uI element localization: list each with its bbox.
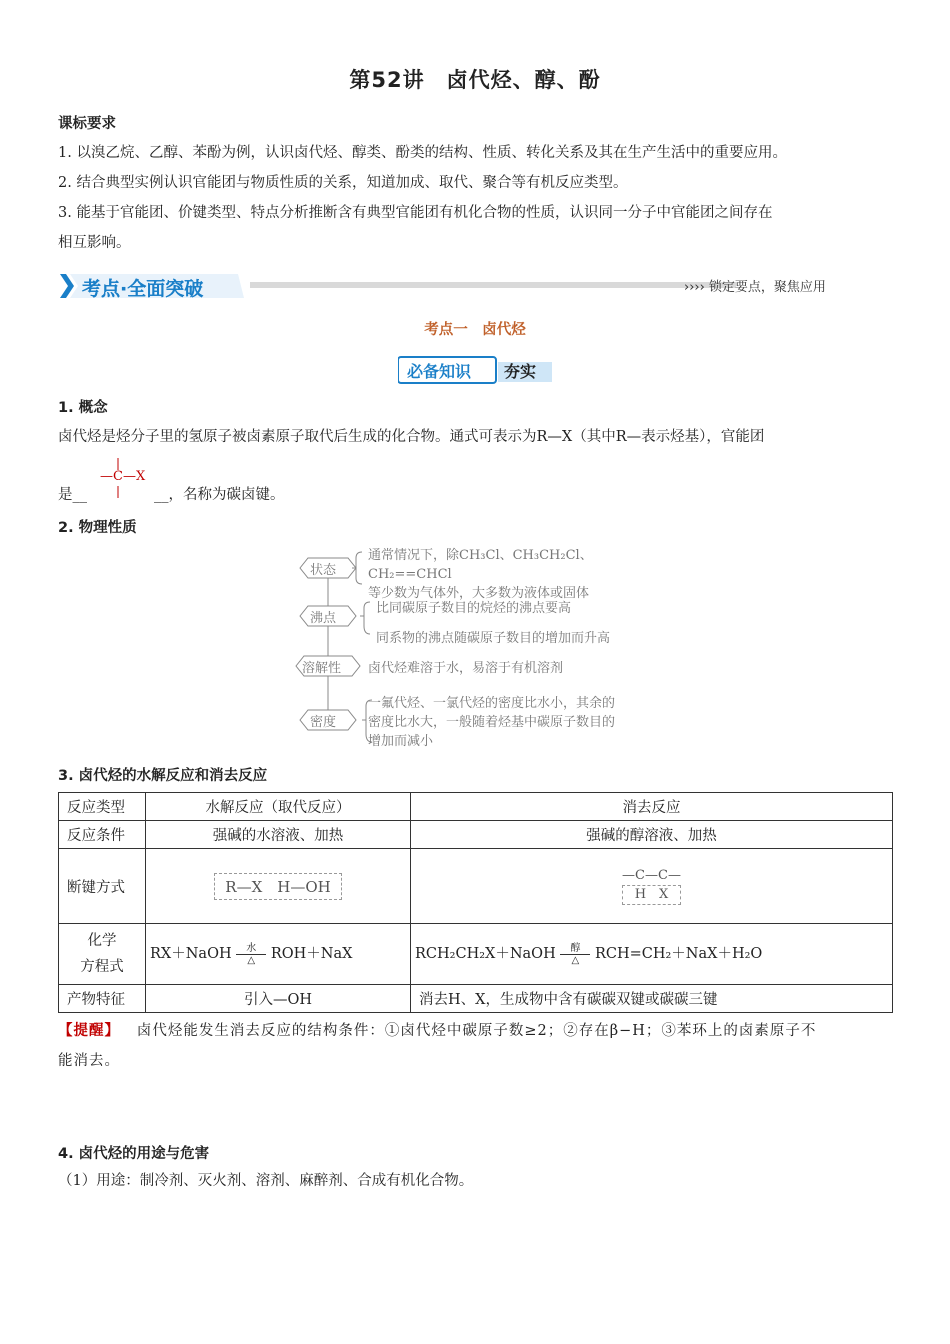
concept-line2-post: __，名称为碳卤键。 xyxy=(154,487,285,503)
table-cell: 反应类型 xyxy=(59,793,146,821)
eq-label: 方程式 xyxy=(80,959,124,975)
arrow-condition: 水 xyxy=(246,942,257,954)
elim-hx-box: H X xyxy=(622,885,681,905)
eq-part: RX＋NaOH xyxy=(150,946,232,963)
physical-label: 状态 xyxy=(310,563,337,578)
reactions-heading: 3. 卤代烃的水解反应和消去反应 xyxy=(58,768,268,784)
carbon-halogen-bond-formula xyxy=(96,456,156,500)
eq-part: RCH₂CH₂X＋NaOH xyxy=(415,946,556,963)
page-title: 第52讲 卤代烃、醇、酚 xyxy=(349,68,601,92)
bond-elimination-cell xyxy=(411,849,893,924)
arrow-condition: 醇 xyxy=(570,942,581,954)
knowledge-badge-a: 必备知识 xyxy=(407,362,472,381)
uses-item: （1）用途：制冷剂、灭火剂、溶剂、麻醉剂、合成有机化合物。 xyxy=(58,1173,474,1189)
knowledge-badge-b: 夯实 xyxy=(504,362,537,381)
table-row xyxy=(59,849,893,924)
physical-label: 沸点 xyxy=(310,611,337,626)
physical-desc-line: 通常情况下，除CH₃Cl、CH₃CH₂Cl、CH₂==CHCl xyxy=(368,548,593,582)
physical-desc-line: 比同碳原子数目的烷烃的沸点要高 xyxy=(376,601,572,616)
table-row xyxy=(59,985,893,1013)
eq-part: ROH＋NaX xyxy=(270,946,353,963)
bond-hydrolysis-diagram: R—X H—OH xyxy=(214,873,341,900)
arrow-heat: △ xyxy=(571,954,580,966)
banner-subtitle: ›››› 锁定要点，聚焦应用 xyxy=(684,280,826,295)
knowledge-badge xyxy=(398,356,554,384)
bond-elimination-diagram xyxy=(622,867,681,905)
concept-line1: 卤代烃是烃分子里的氢原子被卤素原子取代后生成的化合物。通式可表示为R—X（其中R—表示烃基），官能团 xyxy=(58,429,765,445)
physical-label: 溶解性 xyxy=(302,661,342,676)
standards-item: 2. 结合典型实例认识官能团与物质性质的关系，知道加成、取代、聚合等有机反应类型。 xyxy=(58,175,628,191)
table-row xyxy=(59,793,893,821)
bond-formula-text: —C—X xyxy=(100,469,146,484)
physical-desc-line: 密度比水大，一般随着烃基中碳原子数目的 xyxy=(368,715,616,730)
reaction-arrow xyxy=(236,943,266,966)
physical-desc-line: 一氟代烃、一氯代烃的密度比水小，其余的 xyxy=(368,696,616,711)
eq-part: RCH=CH₂＋NaX＋H₂O xyxy=(594,946,763,963)
table-cell: 反应条件 xyxy=(59,821,146,849)
physical-properties-diagram xyxy=(290,546,670,754)
standards-heading: 课标要求 xyxy=(58,116,116,132)
physical-desc-bp xyxy=(376,594,610,654)
physical-label: 密度 xyxy=(310,715,337,730)
reactions-table xyxy=(58,792,893,1013)
standards-list xyxy=(58,138,898,258)
banner-title: 考点·全面突破 xyxy=(82,278,204,300)
standards-item: 相互影响。 xyxy=(58,235,131,251)
elim-carbon-chain: —C—C— xyxy=(622,868,681,883)
elimination-equation xyxy=(411,924,893,985)
standards-item: 3. 能基于官能团、价键类型、特点分析推断含有典型官能团有机化合物的性质，认识同一分子中官能团之间存在 xyxy=(58,205,773,221)
banner-divider xyxy=(250,282,736,288)
physical-heading: 2. 物理性质 xyxy=(58,520,137,536)
table-cell: 消去H、X，生成物中含有碳碳双键或碳碳三键 xyxy=(411,985,893,1013)
table-cell: 强碱的水溶液、加热 xyxy=(146,821,411,849)
uses-heading: 4. 卤代烃的用途与危害 xyxy=(58,1146,210,1162)
physical-desc-line: 增加而减小 xyxy=(368,734,434,749)
table-cell: 水解反应（取代反应） xyxy=(146,793,411,821)
physical-desc-line: 同系物的沸点随碳原子数目的增加而升高 xyxy=(376,631,611,646)
table-row xyxy=(59,924,893,985)
tip-block xyxy=(58,1016,898,1076)
section-banner xyxy=(58,272,858,300)
physical-desc-density xyxy=(368,694,615,751)
table-cell: 产物特征 xyxy=(59,985,146,1013)
table-cell: 断键方式 xyxy=(59,849,146,924)
tip-text-2: 能消去。 xyxy=(58,1053,120,1069)
concept-heading: 1. 概念 xyxy=(58,400,108,416)
standards-item: 1. 以溴乙烷、乙醇、苯酚为例，认识卤代烃、醇类、酚类的结构、性质、转化关系及其在生产生活中的重要应用。 xyxy=(58,145,787,161)
table-row xyxy=(59,821,893,849)
table-cell: 强碱的醇溶液、加热 xyxy=(411,821,893,849)
tip-text: 卤代烃能发生消去反应的结构条件：①卤代烃中碳原子数≥2；②存在β−H；③苯环上的卤素原子不 xyxy=(136,1023,817,1039)
hydrolysis-equation xyxy=(146,924,411,985)
eq-label: 化学 xyxy=(87,933,117,949)
physical-desc-line: 等少数为气体外，大多数为液体或固体 xyxy=(368,586,590,601)
section-title: 考点一 卤代烃 xyxy=(424,322,526,338)
arrow-heat: △ xyxy=(247,954,256,966)
reaction-arrow xyxy=(560,943,590,966)
tip-label: 【提醒】 xyxy=(58,1023,120,1039)
physical-desc-solubility: 卤代烃难溶于水，易溶于有机溶剂 xyxy=(368,661,564,676)
bond-hydrolysis-cell xyxy=(146,849,411,924)
concept-line2-pre: 是__ xyxy=(58,487,87,503)
table-cell xyxy=(59,924,146,985)
table-cell: 引入—OH xyxy=(146,985,411,1013)
table-cell: 消去反应 xyxy=(411,793,893,821)
